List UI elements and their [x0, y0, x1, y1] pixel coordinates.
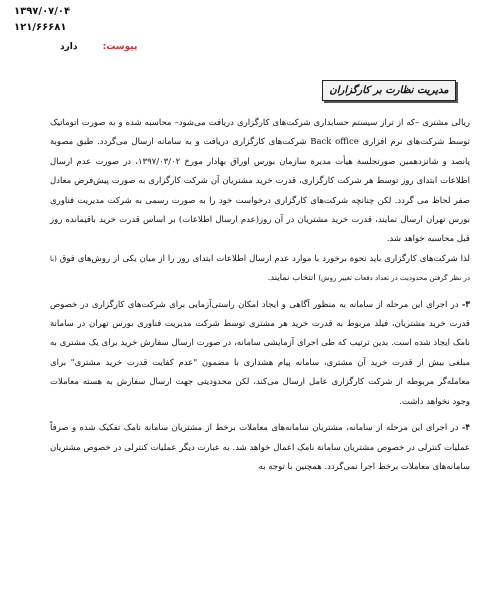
note-text: لذا شرکت‌های کارگزاری باید نحوة برخورد با موارد عدم ارسال اطلاعات ابتدای روز را از میان یکی از روش‌های فوق: [59, 253, 471, 264]
letter-body: [50, 114, 470, 477]
list-item-4-text: در اجرای این مرحله از سامانه، مشتریان سامانه‌های معاملات برخط از مشتریان سامانة نامک تفکیک شده و صرفاً عملیات کنترلی در خصوص مشتریان سامانة نامک اعمال خواهد شد. به عبارت دیگر عملیات کنترلی در خصوص مشتریان سامانه‌های معاملات برخط اجرا نمی‌گردد. همچنین با توجه به: [50, 423, 470, 472]
department-title: مدیریت نظارت بر کارگزاران: [322, 80, 456, 101]
letter-date: ۱۳۹۷/۰۷/۰۴: [14, 6, 71, 17]
letter-number: ۱۲۱/۶۶۶۸۱: [14, 22, 67, 33]
attachment-label: پیوست:: [102, 42, 138, 52]
list-item-3-number: ۳-: [461, 299, 470, 310]
note-paragraph: [50, 250, 470, 289]
list-item-3: [50, 296, 470, 412]
list-item-4-number: ۴-: [461, 423, 470, 434]
list-item-3-text: در اجرای این مرحله از سامانه به منظور آگاهی و ایجاد امکان راستی‌آزمایی برای شرکت‌های کارگزاری در خصوص قدرت خرید مشتریان، فیلد مربوط به قدرت خرید هر مشتری توسط شرکت مدیریت فناوری بورس تهران در سامانة نامک ایجاد شده است. بدین ترتیب که طی اجرای آزمایشی سامانه، در صورت ارسال سفارش خرید برای یک مشتری به مبلغی بیش از قدرت خرید آن مشتری، سامانه پیام هشداری با مضمون "عدم کفایت قدرت خرید مشتری" برای معامله‌گر مربوطه از شرکت کارگزاری عامل ارسال می‌کند، لکن محدودیتی جهت ارسال سفارش به هسته معاملات وجود نخواهد داشت.: [50, 299, 470, 407]
note-end-text: انتخاب نمایند.: [267, 273, 316, 284]
attachment-value: دارد: [60, 42, 78, 52]
intro-paragraph: ریالی مشتری –که از تراز سیستم حسابداری شرکت‌های کارگزاری دریافت می‌شود– محاسبه شده و به صورت اتوماتیک توسط شرکت‌های نرم افزاری Back office شرکت‌های کارگزاری دریافت و به سامانه ارسال می‌گردد. طبق مصوبة پانصد و شانزدهمین صورتجلسة هیأت مدیرة سازمان بورس اوراق بهادار مورخ ۱۳۹۷/۰۳/۰۲، در صورت عدم ارسال اطلاعات ابتدای روز توسط هر شرکت کارگزاری، قدرت خرید مشتریان آن شرکت کارگزاری به صورت پیش‌فرض معادل صفر لحاظ می گردد. لکن چنانچه شرکت‌های کارگزاری درخواست خود را به صورت رسمی به شرکت مدیریت فناوری بورس تهران ارسال نمایند، قدرت خرید مشتریان در آن روز(عدم ارسال اطلاعات) بر اساس قدرت خرید باقیمانده روز قبل محاسبه خواهد شد.: [50, 118, 471, 245]
note-small-text: (با در نظر گرفتن محدودیت در تعداد دفعات تغییر روش): [50, 254, 470, 283]
attachment-row: [60, 42, 137, 52]
list-item-4: [50, 419, 470, 477]
